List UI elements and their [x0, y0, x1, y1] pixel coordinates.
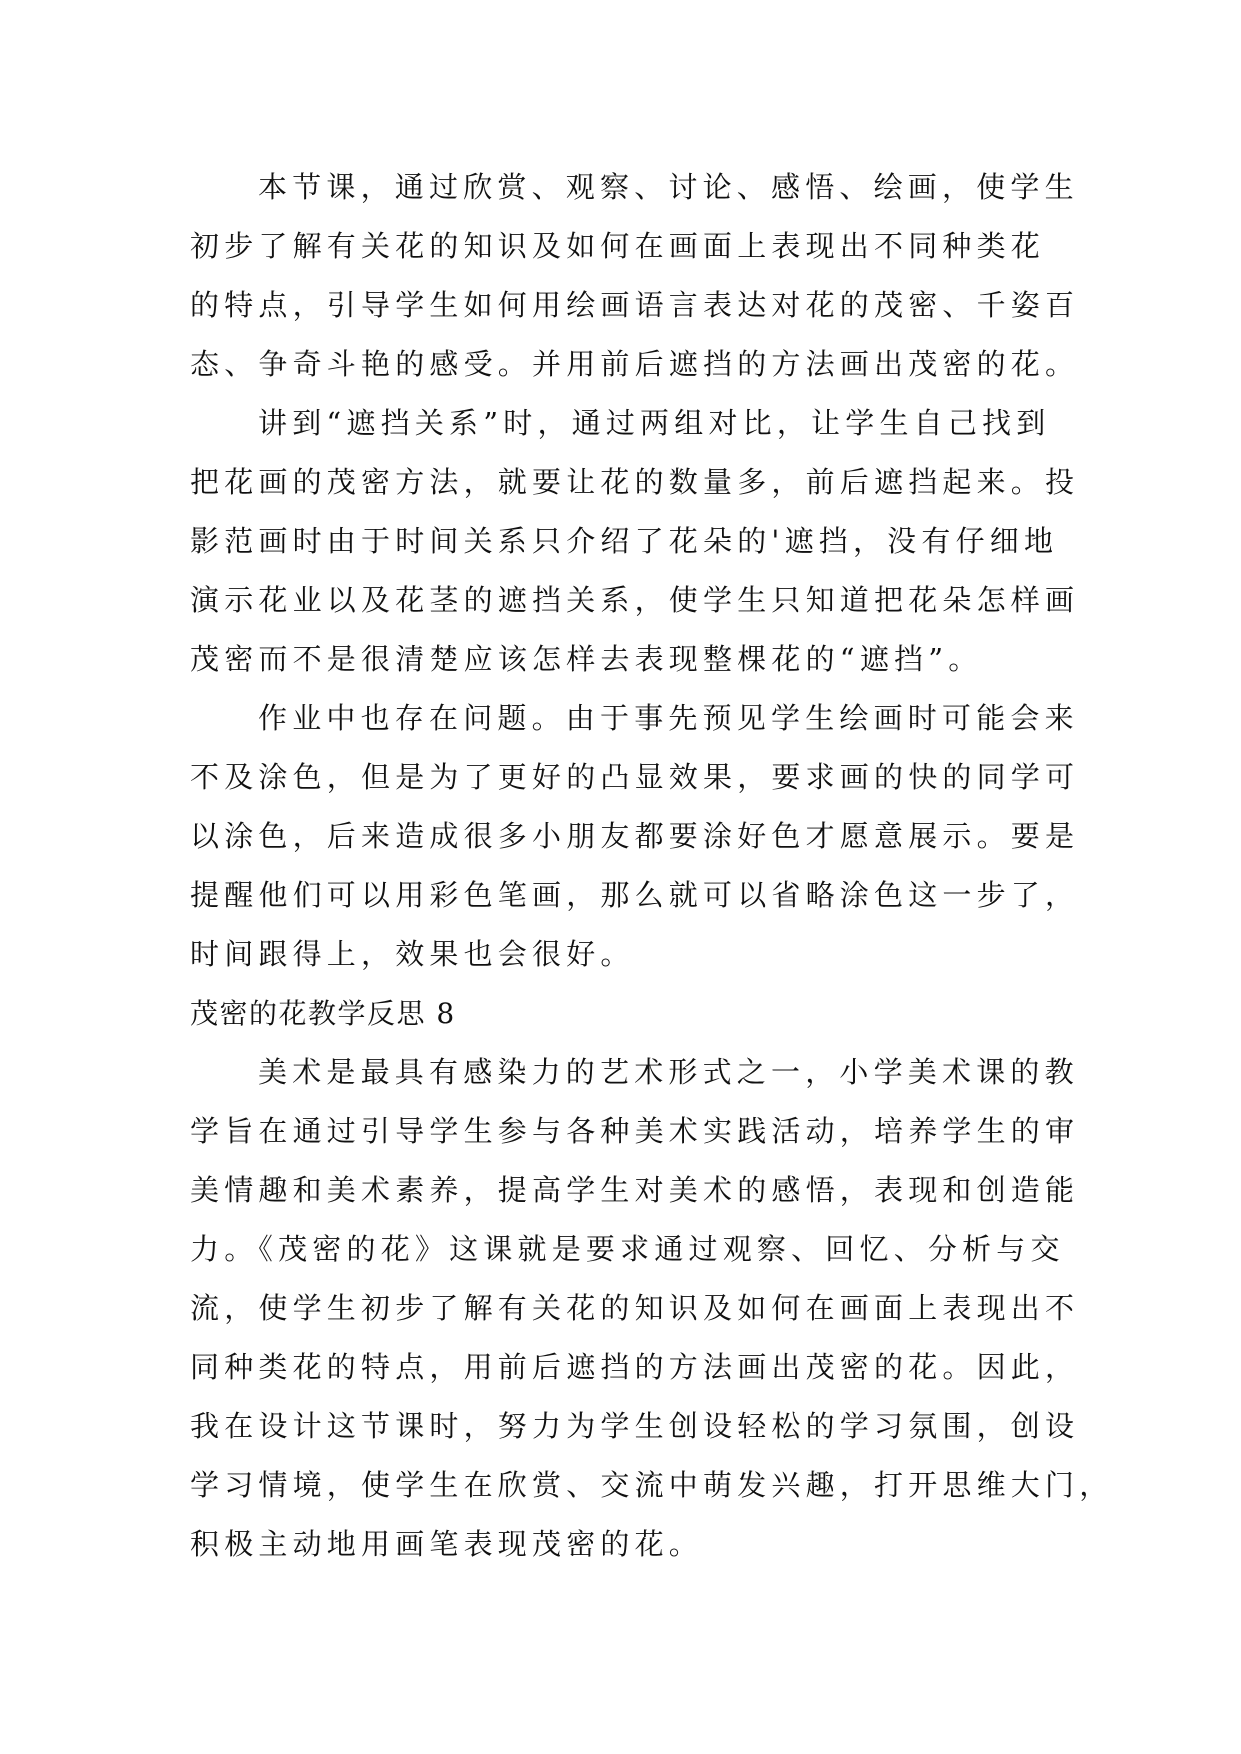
- paragraph: [190, 394, 1080, 689]
- text-line: 积极主动地用画笔表现茂密的花。: [190, 1527, 704, 1561]
- text-line: 学习情境，使学生在欣赏、交流中萌发兴趣，打开思维大门，: [190, 1468, 1114, 1502]
- paragraph: [190, 1043, 1114, 1574]
- text-line: 把花画的茂密方法，就要让花的数量多，前后遮挡起来。投: [190, 465, 1080, 499]
- text-line: 不及涂色，但是为了更好的凸显效果，要求画的快的同学可: [190, 760, 1080, 794]
- text-line: 学旨在通过引导学生参与各种美术实践活动，培养学生的审: [190, 1114, 1080, 1148]
- text-line: 提醒他们可以用彩色笔画，那么就可以省略涂色这一步了，: [190, 878, 1080, 912]
- paragraph: [190, 689, 1080, 984]
- text-line: 美术是最具有感染力的艺术形式之一，小学美术课的教: [258, 1055, 1079, 1089]
- text-line: 本节课，通过欣赏、观察、讨论、感悟、绘画，使学生: [258, 170, 1079, 204]
- text-line: 影范画时由于时间关系只介绍了花朵的'遮挡，没有仔细地: [190, 524, 1059, 558]
- paragraph: [190, 158, 1080, 394]
- text-line: 作业中也存在问题。由于事先预见学生绘画时可能会来: [258, 701, 1079, 735]
- text-line: 力。《茂密的花》这课就是要求通过观察、回忆、分析与交: [190, 1232, 1065, 1266]
- text-line: 演示花业以及花茎的遮挡关系，使学生只知道把花朵怎样画: [190, 583, 1080, 617]
- text-line: 讲到“遮挡关系”时，通过两组对比，让学生自己找到: [258, 406, 1051, 440]
- section-heading: 茂密的花教学反思 8: [190, 997, 456, 1030]
- text-line: 以涂色，后来造成很多小朋友都要涂好色才愿意展示。要是: [190, 819, 1080, 853]
- document-body: [190, 158, 1114, 1574]
- text-line: 流，使学生初步了解有关花的知识及如何在画面上表现出不: [190, 1291, 1080, 1325]
- text-line: 我在设计这节课时，努力为学生创设轻松的学习氛围，创设: [190, 1409, 1080, 1443]
- text-line: 茂密而不是很清楚应该怎样去表现整棵花的“遮挡”。: [190, 642, 983, 676]
- text-line: 美情趣和美术素养，提高学生对美术的感悟，表现和创造能: [190, 1173, 1080, 1207]
- text-line: 同种类花的特点，用前后遮挡的方法画出茂密的花。因此，: [190, 1350, 1080, 1384]
- text-line: 的特点，引导学生如何用绘画语言表达对花的茂密、千姿百: [190, 288, 1080, 322]
- text-line: 初步了解有关花的知识及如何在画面上表现出不同种类花: [190, 229, 1046, 263]
- text-line: 时间跟得上，效果也会很好。: [190, 937, 635, 971]
- text-line: 态、争奇斗艳的感受。并用前后遮挡的方法画出茂密的花。: [190, 347, 1080, 381]
